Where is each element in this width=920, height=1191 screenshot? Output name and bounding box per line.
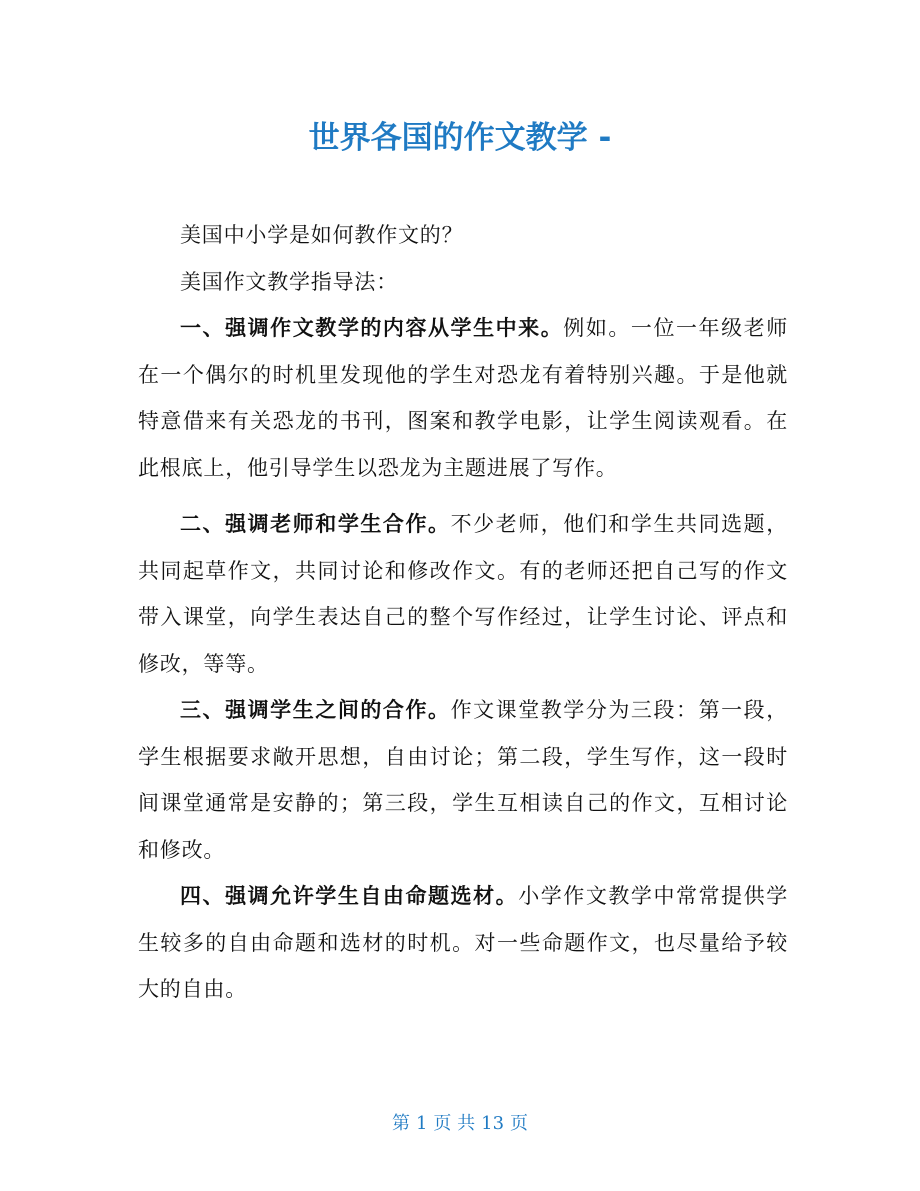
section-4-body: 小学作文教学中常常提供学生较多的自由命题和选材的时机。对一些命题作文，也尽量给予较大的自由。 bbox=[138, 884, 788, 1001]
section-2 bbox=[138, 501, 788, 687]
section-3 bbox=[138, 687, 788, 873]
section-2-body: 不少老师，他们和学生共同选题，共同起草作文，共同讨论和修改作文。有的老师还把自己写的作文带入课堂，向学生表达自己的整个写作经过，让学生讨论、评点和修改，等等。 bbox=[138, 512, 789, 676]
page-suffix: 页 bbox=[510, 1113, 529, 1134]
section-1-lead: 一、强调作文教学的内容从学生中来。 bbox=[180, 316, 564, 340]
section-3-body: 作文课堂教学分为三段：第一段，学生根据要求敞开思想，自由讨论；第二段，学生写作，这一段时间课堂通常是安静的；第三段，学生互相读自己的作文，互相讨论和修改。 bbox=[138, 698, 789, 862]
intro-heading: 美国作文教学指导法： bbox=[180, 269, 398, 294]
section-1-body: 例如。一位一年级老师在一个偶尔的时机里发现他的学生对恐龙有着特别兴趣。于是他就特意借来有关恐龙的书刊，图案和教学电影，让学生阅读观看。在此根底上，他引导学生以恐龙为主题进展了写作。 bbox=[138, 316, 788, 480]
section-1 bbox=[138, 305, 788, 491]
section-3-lead: 三、强调学生之间的合作。 bbox=[180, 698, 451, 722]
section-4-lead: 四、强调允许学生自由命题选材。 bbox=[180, 884, 519, 908]
paragraph-gap bbox=[138, 491, 788, 501]
section-2-lead: 二、强调老师和学生合作。 bbox=[180, 512, 451, 536]
page-prefix: 第 bbox=[391, 1113, 410, 1134]
page-mid: 页 共 bbox=[433, 1113, 476, 1134]
page-footer bbox=[0, 1109, 920, 1139]
intro-question: 美国中小学是如何教作文的？ bbox=[180, 223, 464, 247]
document-body bbox=[138, 212, 788, 1013]
section-4 bbox=[138, 873, 788, 1013]
document-title: 世界各国的作文教学 - bbox=[308, 120, 612, 156]
page-number: 1 bbox=[415, 1113, 428, 1134]
total-pages: 13 bbox=[481, 1113, 505, 1134]
